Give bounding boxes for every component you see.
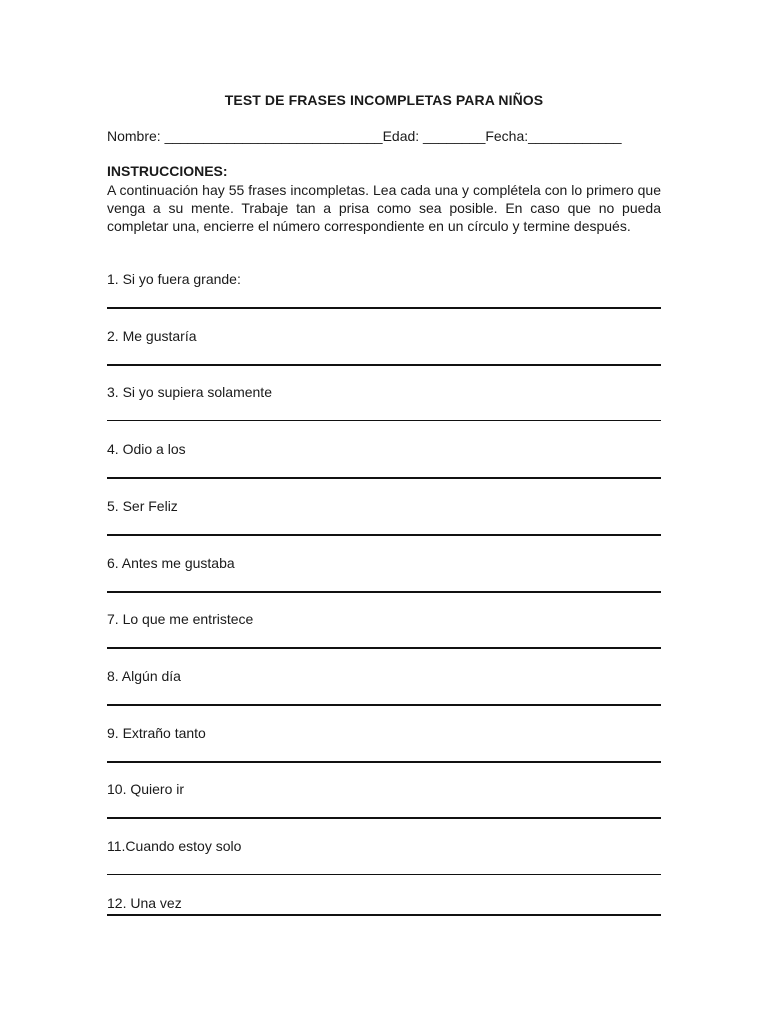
answer-line[interactable] — [107, 420, 661, 421]
answer-line[interactable] — [107, 534, 661, 536]
sentence-prompt: 9. Extraño tanto — [107, 725, 206, 741]
answer-line[interactable] — [107, 761, 661, 763]
sentence-prompt: 6. Antes me gustaba — [107, 555, 235, 571]
sentence-prompt: 2. Me gustaría — [107, 328, 197, 344]
sentence-prompt: 7. Lo que me entristece — [107, 611, 254, 627]
answer-line[interactable] — [107, 591, 661, 593]
sentence-prompt: 3. Si yo supiera solamente — [107, 384, 272, 400]
answer-line[interactable] — [107, 477, 661, 479]
answer-line[interactable] — [107, 817, 661, 819]
sentence-prompt: 4. Odio a los — [107, 441, 186, 457]
answer-line[interactable] — [107, 364, 661, 366]
answer-line[interactable] — [107, 874, 661, 875]
sentence-prompt: 8. Algún día — [107, 668, 181, 684]
sentence-prompt: 1. Si yo fuera grande: — [107, 271, 241, 287]
instructions-heading: INSTRUCCIONES: — [107, 163, 228, 179]
sentence-prompt: 5. Ser Feliz — [107, 498, 178, 514]
answer-line[interactable] — [107, 704, 661, 706]
sentence-prompt: 12. Una vez — [107, 895, 182, 911]
name-age-date-fields: Nombre: ____________________________Edad: ________Fecha:____________ — [107, 128, 622, 144]
document-title: TEST DE FRASES INCOMPLETAS PARA NIÑOS — [224, 92, 544, 108]
answer-line[interactable] — [107, 914, 661, 916]
instructions-body: A continuación hay 55 frases incompletas. Lea cada una y complétela con lo primero que venga a su mente. Trabaje tan a prisa como sea posible. En caso que no pueda completar una, encierre el número correspondiente en un círculo y termine después. — [107, 182, 661, 234]
sentence-prompt: 10. Quiero ir — [107, 781, 185, 797]
sentence-prompt: 11.Cuando estoy solo — [107, 838, 242, 854]
answer-line[interactable] — [107, 307, 661, 309]
answer-line[interactable] — [107, 647, 661, 649]
